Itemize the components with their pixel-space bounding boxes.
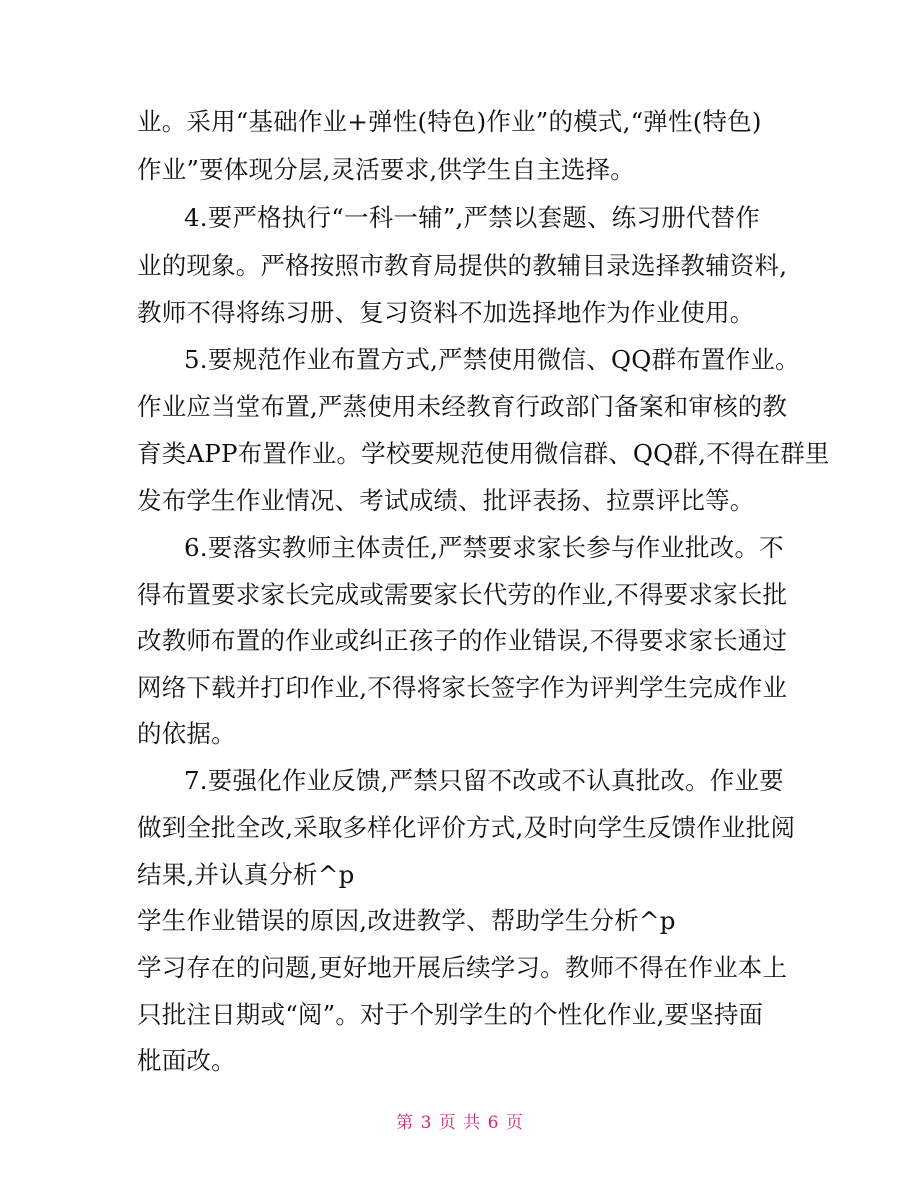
text-line: 教师不得将练习册、复习资料不加选择地作为作业使用。 <box>137 298 755 327</box>
paragraph-7-line: 7.要强化作业反馈,严禁只留不改或不认真批改。作业要 <box>184 766 784 795</box>
text-line: 的依据。 <box>137 719 236 748</box>
text-line: 得布置要求家长完成或需要家长代劳的作业,不得要求家长批 <box>137 580 788 609</box>
paragraph-6-line: 6.要落实教师主体责任,严禁要求家长参与作业批改。不 <box>184 533 784 562</box>
text-line: 网络下载并打印作业,不得将家长签字作为评判学生完成作业 <box>137 673 788 702</box>
text-line: 学生作业错误的原因,改进教学、帮助学生分析^p <box>137 906 676 935</box>
page-number-footer: 第 3 页 共 6 页 <box>396 1113 524 1133</box>
text-line: 做到全批全改,采取多样化评价方式,及时向学生反馈作业批阅 <box>137 813 796 842</box>
text-line: 发布学生作业情况、考试成绩、批评表扬、拉票评比等。 <box>137 486 755 515</box>
text-line: 业。采用“基础作业+弹性(特色)作业”的模式,“弹性(特色) <box>137 107 762 136</box>
text-line: 枇面改。 <box>137 1046 236 1075</box>
paragraph-4-line: 4.要严格执行“一科一辅”,严禁以套题、练习册代替作 <box>184 203 760 232</box>
paragraph-5-line: 5.要规范作业布置方式,严禁使用微信、QQ群布置作业。 <box>184 345 800 374</box>
text-line: 作业应当堂布置,严蒸使用未经教育行政部门备案和审核的教 <box>137 392 788 421</box>
text-line: 只批注日期或“阅”。对于个别学生的个性化作业,要坚持面 <box>137 1000 764 1029</box>
text-line: 改教师布置的作业或纠正孩子的作业错误,不得要求家长通过 <box>137 626 788 655</box>
text-line: 学习存在的问题,更好地开展后续学习。教师不得在作业本上 <box>137 953 788 982</box>
text-line: 业的现象。严格按照市教育局提供的教辅目录选择教辅资料, <box>137 251 788 280</box>
text-line: 育类APP布置作业。学校要规范使用微信群、QQ群,不得在群里 <box>137 439 830 468</box>
text-line: 结果,并认真分析^p <box>137 860 355 889</box>
text-line: 作业”要体现分层,灵活要求,供学生自主选择。 <box>137 155 635 184</box>
